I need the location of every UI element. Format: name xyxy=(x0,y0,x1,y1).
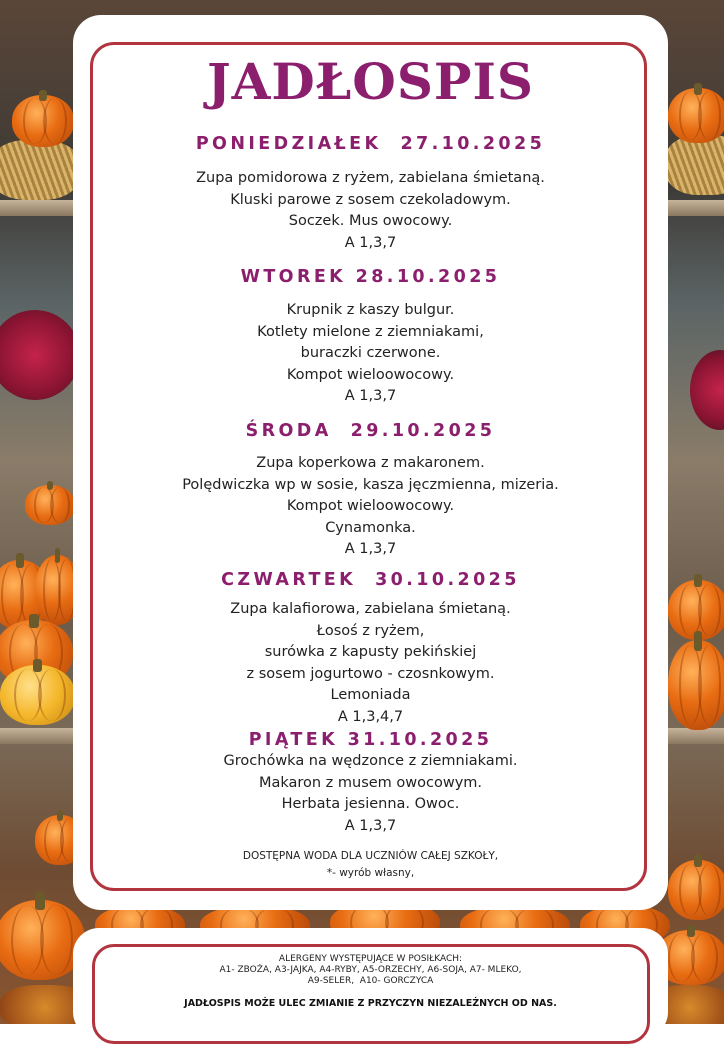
day-heading-wednesday: ŚRODA 29.10.2025 xyxy=(245,421,496,441)
allergen-codes: A 1,3,7 xyxy=(344,541,397,557)
pumpkin-icon xyxy=(668,88,724,143)
menu-line: Krupnik z kaszy bulgur. xyxy=(286,302,455,318)
allergen-codes: A 1,3,7 xyxy=(344,817,397,834)
menu-line: z sosem jogurtowo - czosnkowym. xyxy=(246,665,495,682)
allergen-codes: A 1,3,4,7 xyxy=(337,708,404,725)
menu-line: Polędwiczka wp w sosie, kasza jęczmienna, mizeria. xyxy=(182,476,559,493)
menu-line: surówka z kapusty pekińskiej xyxy=(264,644,477,660)
menu-line: Zupa kalafiorowa, zabielana śmietaną. xyxy=(230,601,511,617)
menu-line: Łosoś z ryżem, xyxy=(316,622,425,639)
allergen-legend-title: ALERGENY WYSTĘPUJĄCE W POSIŁKACH: xyxy=(278,954,463,964)
pumpkin-icon xyxy=(25,485,75,525)
day-menu-wednesday xyxy=(73,453,668,561)
menu-line: Herbata jesienna. Owoc. xyxy=(281,796,460,812)
page-title: JADŁOSPIS xyxy=(206,52,535,111)
menu-notes xyxy=(73,848,668,882)
pumpkin-icon xyxy=(0,665,75,725)
allergen-legend-line: A9-SELER, A10- GORCZYCA xyxy=(307,976,434,986)
hay-icon xyxy=(0,140,80,200)
day-heading-tuesday: WTOREK 28.10.2025 xyxy=(240,267,501,287)
day-heading-thursday: CZWARTEK 30.10.2025 xyxy=(221,570,520,590)
day-menu-tuesday xyxy=(73,300,668,408)
menu-line: Kotlety mielone z ziemniakami, xyxy=(257,323,484,340)
pumpkin-icon xyxy=(12,95,74,147)
pumpkin-icon xyxy=(668,860,724,920)
menu-line: Zupa pomidorowa z ryżem, zabielana śmietaną. xyxy=(196,170,545,186)
menu-line: Soczek. Mus owocowy. xyxy=(288,213,453,229)
menu-line: Makaron z musem owocowym. xyxy=(258,774,483,791)
menu-line: Kluski parowe z sosem czekoladowym. xyxy=(230,191,511,208)
flowers-icon xyxy=(0,310,80,400)
menu-line: Lemoniada xyxy=(330,687,411,703)
menu-line: Kompot wieloowocowy. xyxy=(286,366,455,383)
day-heading-monday: PONIEDZIAŁEK 27.10.2025 xyxy=(195,134,546,154)
menu-line: Zupa koperkowa z makaronem. xyxy=(256,455,485,471)
flowers-icon xyxy=(690,350,724,430)
water-note: DOSTĘPNA WODA DLA UCZNIÓW CAŁEJ SZKOŁY, xyxy=(242,850,499,862)
hay-icon xyxy=(665,135,724,195)
day-menu-friday xyxy=(73,751,668,837)
homemade-note: *- wyrób własny, xyxy=(326,867,415,879)
allergen-legend-line: A1- ZBOŻA, A3-JAJKA, A4-RYBY, A5-ORZECHY, A6-SOJA, A7- MLEKO, xyxy=(219,965,522,975)
allergen-codes: A 1,3,7 xyxy=(344,234,397,251)
pumpkin-icon xyxy=(668,640,724,730)
day-menu-monday xyxy=(73,168,668,254)
menu-disclaimer: JADŁOSPIS MOŻE ULEC ZMIANIE Z PRZYCZYN NIEZALEŻNYCH OD NAS. xyxy=(184,998,557,1009)
menu-line: Kompot wieloowocowy. xyxy=(286,498,455,514)
menu-line: Grochówka na wędzonce z ziemniakami. xyxy=(223,753,518,769)
menu-line: buraczki czerwone. xyxy=(300,345,441,361)
day-heading-friday: PIĄTEK 31.10.2025 xyxy=(248,730,493,750)
allergen-legend xyxy=(73,954,668,987)
day-menu-thursday xyxy=(73,599,668,728)
allergen-codes: A 1,3,7 xyxy=(344,388,397,404)
menu-line: Cynamonka. xyxy=(325,519,416,536)
